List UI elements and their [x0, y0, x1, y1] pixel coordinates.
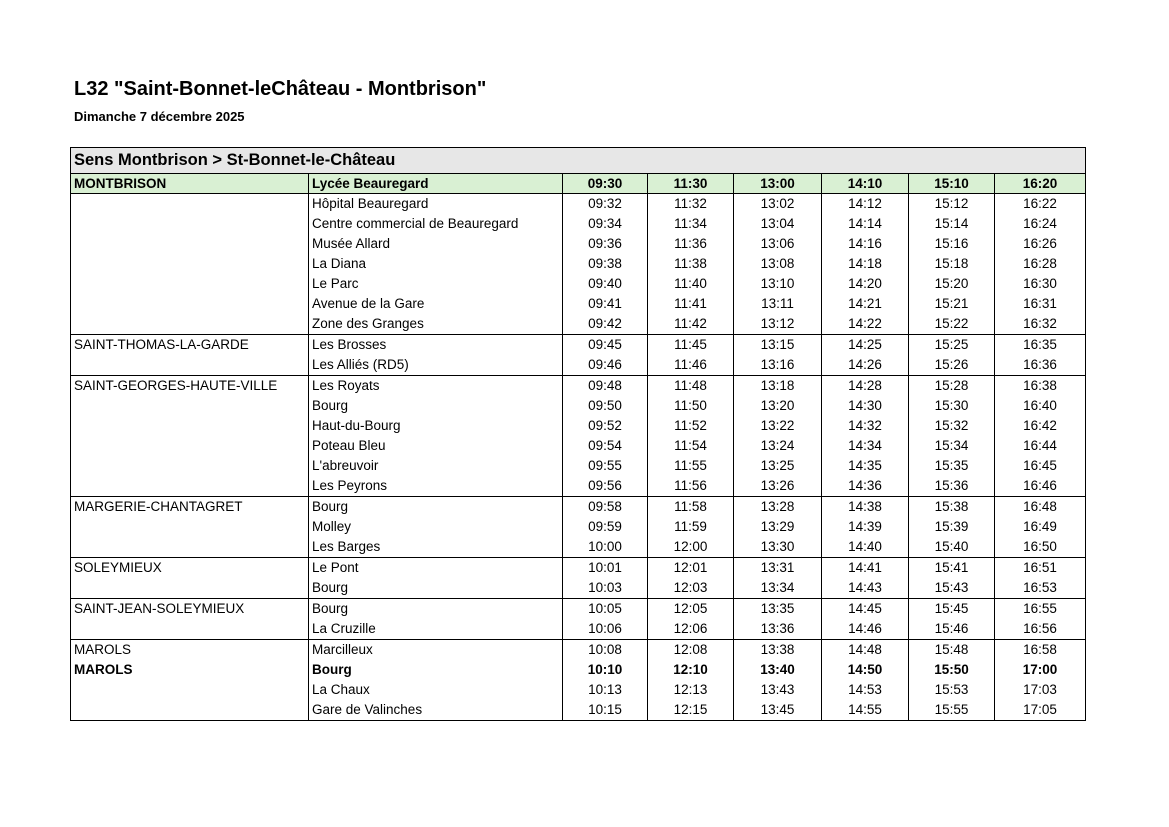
time-cell: 15:55: [909, 700, 995, 721]
time-cell: 14:16: [822, 234, 909, 254]
time-cell: 12:05: [648, 599, 734, 620]
stop-cell: Les Royats: [309, 376, 563, 397]
time-cell: 12:06: [648, 619, 734, 640]
time-cell: 12:10: [648, 660, 734, 680]
time-cell: 15:12: [909, 194, 995, 215]
time-cell: 14:50: [822, 660, 909, 680]
time-cell: 17:03: [995, 680, 1086, 700]
departure-time: 13:00: [734, 174, 822, 194]
table-row: [71, 294, 1086, 314]
time-cell: 16:31: [995, 294, 1086, 314]
stop-cell: Bourg: [309, 599, 563, 620]
table-row: [71, 194, 1086, 215]
commune-cell: [71, 619, 309, 640]
time-cell: 13:31: [734, 558, 822, 579]
time-cell: 16:49: [995, 517, 1086, 537]
time-cell: 13:15: [734, 335, 822, 356]
time-cell: 10:08: [563, 640, 648, 661]
time-cell: 13:20: [734, 396, 822, 416]
time-cell: 11:36: [648, 234, 734, 254]
time-cell: 09:41: [563, 294, 648, 314]
time-cell: 13:04: [734, 214, 822, 234]
time-cell: 13:45: [734, 700, 822, 721]
commune-cell: MARGERIE-CHANTAGRET: [71, 497, 309, 518]
time-cell: 15:25: [909, 335, 995, 356]
time-cell: 10:10: [563, 660, 648, 680]
stop-cell: Centre commercial de Beauregard: [309, 214, 563, 234]
time-cell: 14:45: [822, 599, 909, 620]
time-cell: 16:24: [995, 214, 1086, 234]
time-cell: 12:13: [648, 680, 734, 700]
time-cell: 10:13: [563, 680, 648, 700]
time-cell: 11:34: [648, 214, 734, 234]
time-cell: 12:08: [648, 640, 734, 661]
time-cell: 11:55: [648, 456, 734, 476]
time-cell: 15:53: [909, 680, 995, 700]
commune-cell: [71, 234, 309, 254]
table-row: [71, 396, 1086, 416]
time-cell: 11:50: [648, 396, 734, 416]
time-cell: 16:22: [995, 194, 1086, 215]
commune-cell: [71, 700, 309, 721]
time-cell: 14:25: [822, 335, 909, 356]
time-cell: 11:38: [648, 254, 734, 274]
page-title: L32 "Saint-Bonnet-leChâteau - Montbrison": [74, 78, 487, 100]
stop-cell: Les Alliés (RD5): [309, 355, 563, 376]
stop-cell: Musée Allard: [309, 234, 563, 254]
time-cell: 11:54: [648, 436, 734, 456]
table-row: [71, 619, 1086, 640]
time-cell: 10:05: [563, 599, 648, 620]
time-cell: 13:06: [734, 234, 822, 254]
stop-cell: Bourg: [309, 396, 563, 416]
time-cell: 13:25: [734, 456, 822, 476]
time-cell: 16:48: [995, 497, 1086, 518]
commune-cell: SAINT-JEAN-SOLEYMIEUX: [71, 599, 309, 620]
time-cell: 15:14: [909, 214, 995, 234]
time-cell: 15:35: [909, 456, 995, 476]
table-row: [71, 558, 1086, 579]
time-cell: 16:32: [995, 314, 1086, 335]
time-cell: 09:32: [563, 194, 648, 215]
stop-cell: Zone des Granges: [309, 314, 563, 335]
time-cell: 10:00: [563, 537, 648, 558]
time-cell: 15:30: [909, 396, 995, 416]
commune-cell: [71, 578, 309, 599]
departure-stop: Lycée Beauregard: [309, 174, 563, 194]
time-cell: 16:42: [995, 416, 1086, 436]
time-cell: 16:46: [995, 476, 1086, 497]
time-cell: 13:22: [734, 416, 822, 436]
time-cell: 09:56: [563, 476, 648, 497]
time-cell: 17:05: [995, 700, 1086, 721]
time-cell: 09:42: [563, 314, 648, 335]
table-row: [71, 700, 1086, 721]
stop-cell: Le Pont: [309, 558, 563, 579]
time-cell: 16:44: [995, 436, 1086, 456]
time-cell: 13:30: [734, 537, 822, 558]
time-cell: 11:48: [648, 376, 734, 397]
time-cell: 13:40: [734, 660, 822, 680]
time-cell: 13:34: [734, 578, 822, 599]
commune-cell: [71, 416, 309, 436]
commune-cell: [71, 517, 309, 537]
time-cell: 16:40: [995, 396, 1086, 416]
time-cell: 11:45: [648, 335, 734, 356]
time-cell: 16:36: [995, 355, 1086, 376]
time-cell: 13:36: [734, 619, 822, 640]
time-cell: 09:48: [563, 376, 648, 397]
time-cell: 16:45: [995, 456, 1086, 476]
time-cell: 16:53: [995, 578, 1086, 599]
time-cell: 15:16: [909, 234, 995, 254]
table-row: [71, 416, 1086, 436]
table-row: [71, 234, 1086, 254]
stop-cell: Les Peyrons: [309, 476, 563, 497]
time-cell: 09:52: [563, 416, 648, 436]
commune-cell: [71, 680, 309, 700]
time-cell: 15:26: [909, 355, 995, 376]
table-row: [71, 436, 1086, 456]
stop-cell: Gare de Valinches: [309, 700, 563, 721]
time-cell: 16:56: [995, 619, 1086, 640]
time-cell: 09:54: [563, 436, 648, 456]
commune-cell: [71, 314, 309, 335]
time-cell: 11:52: [648, 416, 734, 436]
commune-cell: [71, 214, 309, 234]
time-cell: 15:20: [909, 274, 995, 294]
time-cell: 16:50: [995, 537, 1086, 558]
time-cell: 12:03: [648, 578, 734, 599]
time-cell: 14:38: [822, 497, 909, 518]
time-cell: 15:40: [909, 537, 995, 558]
time-cell: 15:28: [909, 376, 995, 397]
time-cell: 09:59: [563, 517, 648, 537]
time-cell: 13:12: [734, 314, 822, 335]
time-cell: 15:21: [909, 294, 995, 314]
stop-cell: Poteau Bleu: [309, 436, 563, 456]
time-cell: 09:40: [563, 274, 648, 294]
time-cell: 15:38: [909, 497, 995, 518]
time-cell: 13:18: [734, 376, 822, 397]
time-cell: 15:50: [909, 660, 995, 680]
commune-cell: MAROLS: [71, 660, 309, 680]
time-cell: 13:24: [734, 436, 822, 456]
time-cell: 15:34: [909, 436, 995, 456]
table-row: [71, 680, 1086, 700]
timetable: [70, 147, 1086, 721]
time-cell: 14:18: [822, 254, 909, 274]
time-cell: 11:46: [648, 355, 734, 376]
stop-cell: Bourg: [309, 578, 563, 599]
time-cell: 14:22: [822, 314, 909, 335]
stop-cell: Les Barges: [309, 537, 563, 558]
time-cell: 16:30: [995, 274, 1086, 294]
time-cell: 12:15: [648, 700, 734, 721]
stop-cell: Avenue de la Gare: [309, 294, 563, 314]
commune-cell: SAINT-GEORGES-HAUTE-VILLE: [71, 376, 309, 397]
table-row: [71, 335, 1086, 356]
table-row: [71, 497, 1086, 518]
departure-row: [71, 174, 1086, 194]
time-cell: 11:40: [648, 274, 734, 294]
table-row: [71, 476, 1086, 497]
time-cell: 13:16: [734, 355, 822, 376]
commune-cell: MAROLS: [71, 640, 309, 661]
time-cell: 13:29: [734, 517, 822, 537]
time-cell: 14:20: [822, 274, 909, 294]
section-header-row: [71, 148, 1086, 174]
time-cell: 14:32: [822, 416, 909, 436]
stop-cell: Molley: [309, 517, 563, 537]
time-cell: 14:53: [822, 680, 909, 700]
time-cell: 14:36: [822, 476, 909, 497]
time-cell: 09:58: [563, 497, 648, 518]
section-title: Sens Montbrison > St-Bonnet-le-Château: [71, 148, 1086, 174]
time-cell: 09:34: [563, 214, 648, 234]
time-cell: 16:38: [995, 376, 1086, 397]
time-cell: 15:46: [909, 619, 995, 640]
time-cell: 09:46: [563, 355, 648, 376]
time-cell: 11:58: [648, 497, 734, 518]
time-cell: 15:18: [909, 254, 995, 274]
time-cell: 16:55: [995, 599, 1086, 620]
time-cell: 14:43: [822, 578, 909, 599]
departure-time: 16:20: [995, 174, 1086, 194]
time-cell: 16:58: [995, 640, 1086, 661]
time-cell: 13:28: [734, 497, 822, 518]
time-cell: 11:41: [648, 294, 734, 314]
commune-cell: SAINT-THOMAS-LA-GARDE: [71, 335, 309, 356]
stop-cell: L'abreuvoir: [309, 456, 563, 476]
time-cell: 09:50: [563, 396, 648, 416]
time-cell: 16:35: [995, 335, 1086, 356]
time-cell: 09:55: [563, 456, 648, 476]
time-cell: 13:26: [734, 476, 822, 497]
time-cell: 11:56: [648, 476, 734, 497]
time-cell: 12:01: [648, 558, 734, 579]
stop-cell: Bourg: [309, 660, 563, 680]
stop-cell: Marcilleux: [309, 640, 563, 661]
commune-cell: [71, 294, 309, 314]
time-cell: 16:28: [995, 254, 1086, 274]
time-cell: 14:28: [822, 376, 909, 397]
time-cell: 15:48: [909, 640, 995, 661]
time-cell: 14:14: [822, 214, 909, 234]
departure-commune: MONTBRISON: [71, 174, 309, 194]
commune-cell: [71, 476, 309, 497]
commune-cell: [71, 436, 309, 456]
time-cell: 09:36: [563, 234, 648, 254]
time-cell: 14:55: [822, 700, 909, 721]
stop-cell: La Chaux: [309, 680, 563, 700]
table-row: [71, 274, 1086, 294]
stop-cell: La Diana: [309, 254, 563, 274]
stop-cell: Le Parc: [309, 274, 563, 294]
commune-cell: [71, 194, 309, 215]
stop-cell: Hôpital Beauregard: [309, 194, 563, 215]
time-cell: 14:41: [822, 558, 909, 579]
time-cell: 13:02: [734, 194, 822, 215]
stop-cell: Bourg: [309, 497, 563, 518]
table-row: [71, 355, 1086, 376]
table-row: [71, 517, 1086, 537]
departure-time: 11:30: [648, 174, 734, 194]
time-cell: 13:35: [734, 599, 822, 620]
table-row: [71, 314, 1086, 335]
time-cell: 15:39: [909, 517, 995, 537]
commune-cell: [71, 537, 309, 558]
table-row: [71, 537, 1086, 558]
time-cell: 14:39: [822, 517, 909, 537]
time-cell: 14:40: [822, 537, 909, 558]
time-cell: 14:46: [822, 619, 909, 640]
time-cell: 15:32: [909, 416, 995, 436]
time-cell: 10:15: [563, 700, 648, 721]
departure-time: 09:30: [563, 174, 648, 194]
commune-cell: SOLEYMIEUX: [71, 558, 309, 579]
table-row: [71, 376, 1086, 397]
time-cell: 09:38: [563, 254, 648, 274]
page-subtitle: Dimanche 7 décembre 2025: [74, 109, 245, 124]
departure-time: 15:10: [909, 174, 995, 194]
time-cell: 11:32: [648, 194, 734, 215]
timetable-body: [71, 148, 1086, 721]
time-cell: 14:30: [822, 396, 909, 416]
stop-cell: Les Brosses: [309, 335, 563, 356]
table-row: [71, 660, 1086, 680]
stop-cell: La Cruzille: [309, 619, 563, 640]
time-cell: 14:48: [822, 640, 909, 661]
departure-time: 14:10: [822, 174, 909, 194]
time-cell: 17:00: [995, 660, 1086, 680]
time-cell: 15:22: [909, 314, 995, 335]
time-cell: 14:12: [822, 194, 909, 215]
table-row: [71, 640, 1086, 661]
time-cell: 13:10: [734, 274, 822, 294]
commune-cell: [71, 274, 309, 294]
time-cell: 11:42: [648, 314, 734, 335]
time-cell: 10:01: [563, 558, 648, 579]
time-cell: 15:45: [909, 599, 995, 620]
time-cell: 14:21: [822, 294, 909, 314]
time-cell: 16:26: [995, 234, 1086, 254]
time-cell: 11:59: [648, 517, 734, 537]
stop-cell: Haut-du-Bourg: [309, 416, 563, 436]
table-row: [71, 456, 1086, 476]
time-cell: 15:41: [909, 558, 995, 579]
table-row: [71, 599, 1086, 620]
commune-cell: [71, 355, 309, 376]
table-row: [71, 578, 1086, 599]
commune-cell: [71, 254, 309, 274]
time-cell: 09:45: [563, 335, 648, 356]
time-cell: 13:11: [734, 294, 822, 314]
commune-cell: [71, 456, 309, 476]
time-cell: 14:35: [822, 456, 909, 476]
time-cell: 13:43: [734, 680, 822, 700]
time-cell: 15:43: [909, 578, 995, 599]
commune-cell: [71, 396, 309, 416]
table-row: [71, 254, 1086, 274]
time-cell: 10:03: [563, 578, 648, 599]
time-cell: 15:36: [909, 476, 995, 497]
time-cell: 13:08: [734, 254, 822, 274]
time-cell: 14:34: [822, 436, 909, 456]
time-cell: 13:38: [734, 640, 822, 661]
time-cell: 10:06: [563, 619, 648, 640]
time-cell: 14:26: [822, 355, 909, 376]
table-row: [71, 214, 1086, 234]
time-cell: 16:51: [995, 558, 1086, 579]
time-cell: 12:00: [648, 537, 734, 558]
